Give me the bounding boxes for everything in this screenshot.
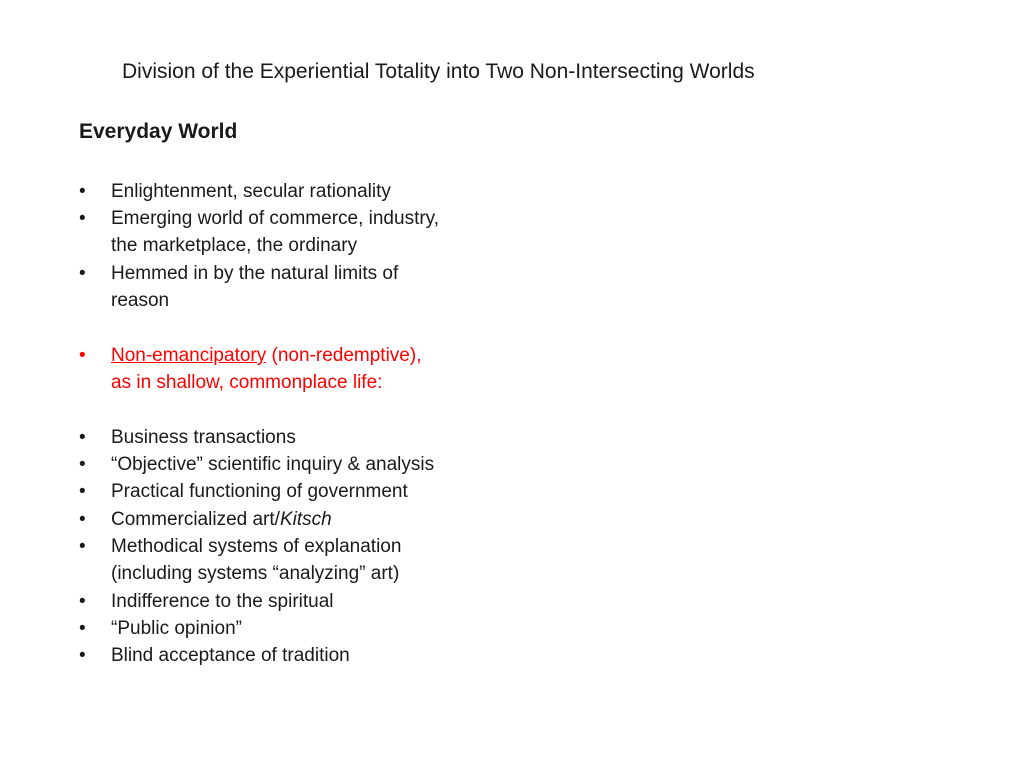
list-item-line: (non-redemptive), — [266, 345, 422, 366]
bullet-marker: • — [79, 509, 86, 530]
slide-title: Division of the Experiential Totality into Two Non-Intersecting Worlds — [122, 60, 755, 83]
bullet-marker: • — [79, 345, 86, 366]
list-item-text — [111, 342, 511, 397]
bullet-marker: • — [79, 181, 86, 202]
list-item-line: Commercialized art/ — [111, 509, 280, 530]
bullet-marker: • — [79, 591, 86, 612]
list-item-text — [111, 533, 511, 588]
bullet-marker: • — [79, 427, 86, 448]
list-item-line: the marketplace, the ordinary — [111, 235, 358, 257]
underlined-term: Non-emancipatory — [111, 345, 267, 366]
list-item-line: reason — [111, 290, 170, 312]
list-item-text: “Objective” scientific inquiry & analysis — [111, 454, 435, 475]
bullet-marker: • — [79, 645, 86, 666]
list-item-line: (including systems “analyzing” art) — [111, 563, 400, 585]
list-item-text: Blind acceptance of tradition — [111, 645, 350, 666]
list-item-line: Hemmed in by the natural limits of — [111, 263, 399, 284]
bullet-marker: • — [79, 454, 86, 475]
bullet-marker: • — [79, 481, 86, 502]
list-item-text: Indifference to the spiritual — [111, 591, 334, 612]
bullet-marker: • — [79, 208, 86, 229]
list-item-line: Methodical systems of explanation — [111, 536, 402, 557]
list-item-text: Practical functioning of government — [111, 481, 408, 502]
list-item-line: as in shallow, commonplace life: — [111, 372, 383, 394]
bullet-marker: • — [79, 536, 86, 557]
list-item-text — [111, 260, 511, 315]
bullet-marker: • — [79, 263, 86, 284]
section-heading: Everyday World — [79, 120, 238, 143]
list-item-text: “Public opinion” — [111, 618, 242, 639]
list-item-text: Business transactions — [111, 427, 296, 448]
list-item-line: Emerging world of commerce, industry, — [111, 208, 440, 229]
bullet-marker: • — [79, 618, 86, 639]
list-item-text — [111, 506, 511, 533]
list-item-text: Enlightenment, secular rationality — [111, 181, 391, 202]
list-item-text — [111, 205, 511, 260]
italic-term: Kitsch — [279, 509, 332, 530]
